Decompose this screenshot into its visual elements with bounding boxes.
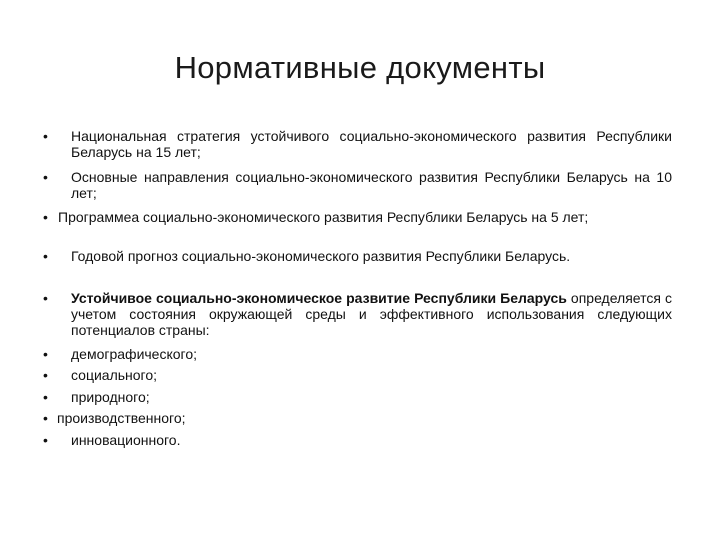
list-item-text: Национальная стратегия устойчивого социально-экономического развития Республики Беларусь на 15 лет; (71, 128, 672, 160)
bullet-icon: • (43, 128, 48, 144)
bullet-icon: • (43, 290, 48, 306)
bullet-icon: • (43, 169, 48, 185)
bullet-icon: • (43, 367, 48, 383)
slide-title: Нормативные документы (174, 50, 546, 85)
bullet-icon: • (43, 432, 48, 448)
intro-rest-text: определяется с учетом состояния окружающей среды и эффективного использования следующих потенциалов страны: (71, 290, 672, 338)
bullet-icon: • (43, 346, 48, 362)
list-item-text: природного; (71, 389, 150, 405)
list-item-text: инновационного. (71, 432, 181, 448)
bullet-icon: • (43, 389, 48, 405)
bullet-icon: • (43, 410, 48, 426)
list-item-text: Основные направления социально-экономического развития Республики Беларусь на 10 лет; (71, 169, 672, 201)
bullet-icon: • (43, 248, 48, 264)
list-item-text: Программеа социально-экономического развития Республики Беларусь на 5 лет; (58, 209, 589, 225)
bullet-icon: • (43, 209, 48, 225)
list-item-text (71, 290, 672, 338)
bold-lead-text: Устойчивое социально-экономическое развитие Республики Беларусь (71, 290, 567, 306)
list-item-text: демографического; (71, 346, 198, 362)
list-item-text: социального; (71, 367, 158, 383)
list-item-text: Годовой прогноз социально-экономического развития Республики Беларусь. (71, 248, 571, 264)
list-item-text: производственного; (57, 410, 186, 426)
